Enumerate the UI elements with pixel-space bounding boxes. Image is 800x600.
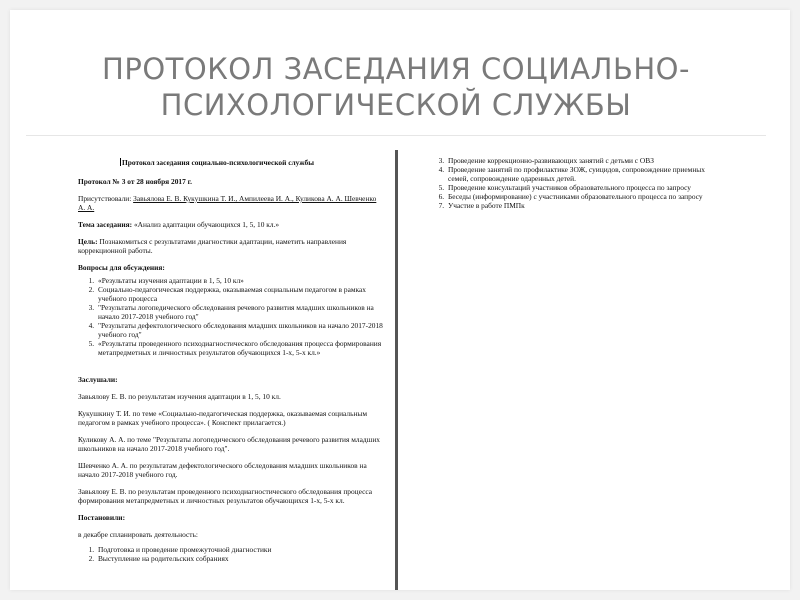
goal-text: Познакомиться с результатами диагностики адаптации, наметить направления коррекционной работы.	[78, 237, 347, 255]
document-title	[120, 158, 385, 167]
continued-list-item: 4. Проведение занятий по профилактике ЗОЖ, суицидов, сопровождение приемных семей, сопровождение одаренных детей.	[446, 165, 724, 183]
slide-title: ПРОТОКОЛ ЗАСЕДАНИЯ СОЦИАЛЬНО-ПСИХОЛОГИЧЕСКОЙ СЛУЖБЫ	[102, 52, 690, 122]
heard-item: Завьялову Е. В. по результатам изучения адаптации в 1, 5, 10 кл.	[78, 392, 281, 401]
heard-item: Завьялову Е. В. по результатам проведенного психодиагностического обследования процесса формирования метапредметных и личностных результатов обучающихся 1-х, 5-х кл.	[78, 487, 373, 505]
present-text: Завьялова Е. В. Кукушкина Т. И., Ампилеева И. А., Куликова А. А. Шевченко А. А.	[78, 194, 377, 212]
continued-list-item: 7. Участие в работе ПМПк	[446, 201, 724, 210]
continued-list-item: 6. Беседы (информирование) с участниками образовательного процесса по запросу	[446, 192, 724, 201]
protocol-number: Протокол № 3 от 28 ноября 2017 г.	[78, 177, 193, 186]
present-label: Присутствовали:	[78, 194, 132, 203]
continued-list-item: 3. Проведение коррекционно-развивающих занятий с детьми с ОВЗ	[446, 156, 724, 165]
questions-list	[78, 276, 385, 357]
goal-line	[78, 237, 385, 255]
questions-label: Вопросы для обсуждения:	[78, 263, 165, 272]
decided-intro: в декабре спланировать деятельность:	[78, 530, 198, 539]
decided-label: Постановили:	[78, 513, 126, 522]
topic-text: «Анализ адаптации обучающихся 1, 5, 10 кл.»	[132, 220, 280, 229]
title-divider	[26, 135, 766, 136]
continued-list	[426, 156, 724, 210]
question-item: 4. "Результаты дефектологического обследования младших школьников на начало 2017-2018 учебного год"	[96, 321, 385, 339]
heard-item: Куликову А. А. по теме "Результаты логопедического обследования речевого развития младших школьников на начало 2017-2018 учебного год".	[78, 435, 380, 453]
question-item: 2. Социально-педагогическая поддержка, оказываемая социальным педагогом в рамках учебного процесса	[96, 285, 385, 303]
text-cursor	[120, 158, 121, 166]
goal-label: Цель:	[78, 237, 98, 246]
document-page-left	[60, 150, 398, 590]
question-item: 3. "Результаты логопедического обследования речевого развития младших школьников на начало 2017-2018 учебного год"	[96, 303, 385, 321]
document-title-text: Протокол заседания социально-психологической службы	[122, 158, 314, 167]
present-line	[78, 194, 385, 212]
heard-item: Шевченко А. А. по результатам дефектологического обследования младших школьников на начало 2017-2018 учебного год.	[78, 461, 367, 479]
decided-list	[78, 545, 385, 563]
topic-line	[78, 220, 385, 229]
heard-list	[78, 392, 385, 505]
heard-item: Кукушкину Т. И. по теме «Социально-педагогическая поддержка, оказываемая социальным педагогом в рамках учебного процесса». ( Конспект прилагается.)	[78, 409, 368, 427]
decided-item: 1. Подготовка и проведение промежуточной диагностики	[96, 545, 385, 554]
topic-label: Тема заседания:	[78, 220, 133, 229]
decided-item: 2. Выступление на родительских собраниях	[96, 554, 385, 563]
heard-label: Заслушали:	[78, 375, 118, 384]
document-page-right	[398, 150, 738, 590]
continued-list-item: 5. Проведение консультаций участников образовательного процесса по запросу	[446, 183, 724, 192]
question-item: 5. «Результаты проведенного психодиагностического обследования процесса формирования метапредметных и личностных результатов обучающихся 1-х, 5-х кл.»	[96, 339, 385, 357]
question-item: 1. «Результаты изучения адаптации в 1, 5, 10 кл»	[96, 276, 385, 285]
